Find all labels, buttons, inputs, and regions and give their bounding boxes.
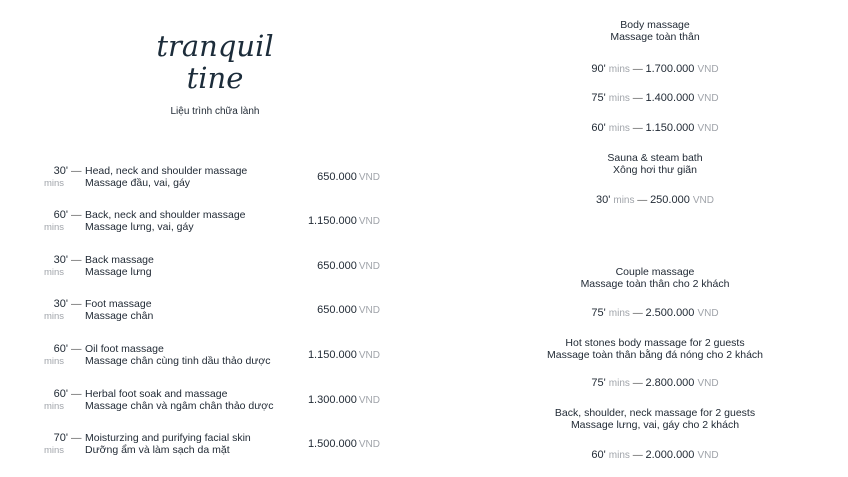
duration-unit: mins	[608, 378, 630, 389]
price-value: 2.000.000	[645, 449, 695, 461]
item-name-en: Foot massage	[85, 298, 152, 310]
item-name-en: Head, neck and shoulder massage	[85, 165, 248, 177]
dash-separator: —	[71, 432, 82, 444]
currency: VND	[358, 172, 380, 183]
currency: VND	[697, 64, 719, 75]
currency: VND	[697, 450, 719, 461]
currency: VND	[697, 378, 719, 389]
price-value: 1.150.000	[645, 122, 695, 134]
section-name-en: Back, shoulder, neck massage for 2 guests	[554, 407, 756, 419]
duration-unit: mins	[608, 450, 630, 461]
currency: VND	[358, 439, 380, 450]
brand-logo	[150, 30, 280, 94]
item-name-en: Oil foot massage	[85, 343, 164, 355]
duration: 30'	[53, 298, 68, 310]
section-name-en: Couple massage	[615, 266, 695, 278]
item-name-vi: Massage đầu, vai, gáy	[85, 177, 191, 189]
duration-unit: mins	[44, 445, 65, 456]
currency: VND	[358, 350, 380, 361]
menu-item	[40, 298, 385, 324]
item-price	[317, 304, 380, 316]
item-name-vi: Massage chân cùng tinh dầu thảo dược	[85, 355, 271, 367]
item-price	[317, 260, 380, 272]
price-value: 650.000	[317, 260, 357, 272]
dash-separator: —	[629, 450, 646, 461]
currency: VND	[697, 123, 719, 134]
dash-separator: —	[71, 343, 82, 355]
duration: 90'	[591, 63, 606, 75]
price-value: 650.000	[317, 304, 357, 316]
price-value: 1.700.000	[645, 63, 695, 75]
duration: 60'	[53, 343, 68, 355]
price-value: 1.150.000	[307, 215, 357, 227]
price-option	[520, 377, 790, 390]
duration-unit: mins	[44, 267, 65, 278]
item-name-en: Back, neck and shoulder massage	[85, 209, 246, 221]
section-title	[520, 152, 790, 176]
price-value: 1.150.000	[307, 349, 357, 361]
section-title	[520, 407, 790, 431]
duration: 30'	[53, 165, 68, 177]
price-option	[520, 63, 790, 76]
section-name-en: Body massage	[620, 19, 690, 31]
duration-unit: mins	[608, 123, 630, 134]
duration: 75'	[591, 307, 606, 319]
section-title	[520, 19, 790, 43]
duration: 75'	[591, 377, 606, 389]
price-value: 2.800.000	[645, 377, 695, 389]
dash-separator: —	[629, 378, 646, 389]
price-value: 1.300.000	[307, 394, 357, 406]
dash-separator: —	[629, 93, 646, 104]
currency: VND	[692, 195, 715, 206]
price-value: 2.500.000	[645, 307, 695, 319]
price-option	[520, 194, 790, 207]
menu-item	[40, 254, 385, 280]
section-name-vi: Xông hơi thư giãn	[613, 164, 697, 176]
item-name-vi: Dưỡng ẩm và làm sạch da mặt	[85, 444, 230, 456]
menu-item	[40, 432, 385, 458]
duration-unit: mins	[44, 356, 65, 367]
duration-unit: mins	[44, 401, 65, 412]
section-title	[520, 266, 790, 290]
dash-separator: —	[71, 298, 82, 310]
duration: 30'	[595, 194, 611, 206]
section-name-vi: Massage toàn thân bằng đá nóng cho 2 khách	[547, 349, 763, 361]
price-value: 1.400.000	[645, 92, 695, 104]
price-value: 650.000	[317, 171, 357, 183]
menu-item	[40, 388, 385, 414]
duration: 75'	[591, 92, 606, 104]
item-name-en: Herbal foot soak and massage	[85, 388, 228, 400]
duration: 70'	[53, 432, 68, 444]
dash-separator: —	[629, 123, 646, 134]
duration: 60'	[53, 209, 68, 221]
duration-unit: mins	[608, 93, 630, 104]
duration: 60'	[591, 122, 606, 134]
item-price	[308, 394, 380, 406]
item-name-vi: Massage lưng, vai, gáy	[85, 221, 194, 233]
item-price	[308, 438, 380, 450]
price-option	[520, 122, 790, 135]
duration-unit: mins	[608, 308, 630, 319]
dash-separator: —	[634, 195, 651, 206]
menu-item	[40, 165, 385, 191]
duration-unit: mins	[44, 178, 65, 189]
item-price	[308, 215, 380, 227]
dash-separator: —	[71, 388, 82, 400]
price-option	[520, 449, 790, 462]
duration: 60'	[53, 388, 68, 400]
section-name-vi: Massage toàn thân cho 2 khách	[580, 278, 730, 290]
duration-unit: mins	[608, 64, 630, 75]
currency: VND	[697, 308, 719, 319]
price-option	[520, 307, 790, 320]
menu-item	[40, 209, 385, 235]
dash-separator: —	[71, 165, 82, 177]
price-value: 1.500.000	[307, 438, 357, 450]
duration: 30'	[53, 254, 68, 266]
currency: VND	[358, 305, 380, 316]
currency: VND	[358, 261, 380, 272]
brand-line-1: tranquil	[156, 29, 274, 63]
item-name-vi: Massage lưng	[85, 266, 152, 278]
currency: VND	[697, 93, 719, 104]
duration-unit: mins	[44, 311, 65, 322]
menu-item	[40, 343, 385, 369]
currency: VND	[358, 216, 380, 227]
dash-separator: —	[71, 254, 82, 266]
price-value: 250.000	[650, 194, 690, 206]
duration-unit: mins	[613, 195, 635, 206]
dash-separator: —	[71, 209, 82, 221]
item-name-en: Moisturzing and purifying facial skin	[85, 432, 251, 444]
section-name-en: Hot stones body massage for 2 guests	[565, 337, 745, 349]
section-name-vi: Massage toàn thân	[610, 31, 700, 43]
dash-separator: —	[629, 64, 646, 75]
currency: VND	[358, 395, 380, 406]
section-title	[520, 337, 790, 361]
item-name-vi: Massage chân và ngâm chân thảo dược	[85, 400, 274, 412]
duration: 60'	[591, 449, 606, 461]
item-price	[308, 349, 380, 361]
item-name-vi: Massage chân	[85, 310, 154, 322]
item-name-en: Back massage	[85, 254, 154, 266]
item-price	[317, 171, 380, 183]
menu-subtitle: Liệu trình chữa lành	[170, 106, 260, 117]
dash-separator: —	[629, 308, 646, 319]
brand-line-2: tine	[186, 61, 244, 95]
section-name-en: Sauna & steam bath	[607, 152, 703, 164]
section-name-vi: Massage lưng, vai, gáy cho 2 khách	[570, 419, 740, 431]
price-option	[520, 92, 790, 105]
duration-unit: mins	[44, 222, 65, 233]
